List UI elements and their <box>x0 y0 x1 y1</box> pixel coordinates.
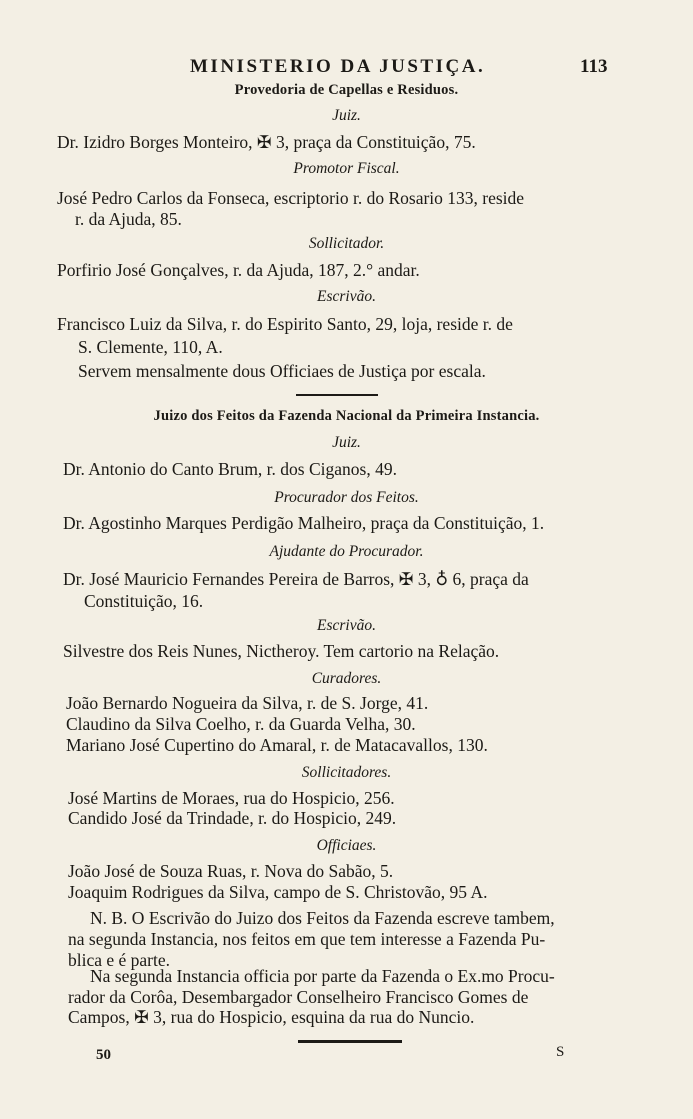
role-promotor: Promotor Fiscal. <box>293 160 400 177</box>
end-rule <box>298 1040 402 1043</box>
running-title: MINISTERIO DA JUSTIÇA. <box>190 56 486 77</box>
entry-official: João José de Souza Ruas, r. Nova do Sabão, 5. <box>68 861 394 881</box>
entry-promotor-line1: José Pedro Carlos da Fonseca, escriptorio r. do Rosario 133, reside <box>57 188 525 208</box>
role-juiz: Juiz. <box>332 107 361 124</box>
entry-curador: Claudino da Silva Coelho, r. da Guarda Velha, 30. <box>66 714 416 734</box>
entry-escrivao-2: Silvestre dos Reis Nunes, Nictheroy. Tem cartorio na Relação. <box>63 641 500 661</box>
entry-curador: João Bernardo Nogueira da Silva, r. de S. Jorge, 41. <box>66 693 429 713</box>
role-officiaes: Officiaes. <box>316 837 377 854</box>
section-divider <box>296 394 378 396</box>
role-juiz-2: Juiz. <box>332 434 361 451</box>
segunda-instancia-line3: Campos, ✠ 3, rua do Hospicio, esquina da rua do Nuncio. <box>68 1007 475 1027</box>
entry-escrivao-line1: Francisco Luiz da Silva, r. do Espirito Santo, 29, loja, reside r. de <box>57 314 513 334</box>
entry-sollicitador-2: José Martins de Moraes, rua do Hospicio, 256. <box>68 788 395 808</box>
section-note: Servem mensalmente dous Officiaes de Justiça por escala. <box>78 361 486 381</box>
entry-procurador: Dr. Agostinho Marques Perdigão Malheiro, praça da Constituição, 1. <box>63 513 545 533</box>
role-sollicitadores: Sollicitadores. <box>301 764 392 781</box>
entry-ajudante-line2: Constituição, 16. <box>84 591 204 611</box>
entry-official: Joaquim Rodrigues da Silva, campo de S. Christovão, 95 A. <box>68 882 488 902</box>
sheet-letter: S <box>556 1044 565 1060</box>
entry-sollicitador: Porfirio José Gonçalves, r. da Ajuda, 187, 2.° andar. <box>57 260 420 280</box>
section-title-provedoria: Provedoria de Capellas e Residuos. <box>234 82 459 98</box>
entry-escrivao-line2: S. Clemente, 110, A. <box>78 337 223 357</box>
nb-note-line2: na segunda Instancia, nos feitos em que tem interesse a Fazenda Pu- <box>68 929 546 949</box>
page-header <box>0 52 693 80</box>
entry-curador: Mariano José Cupertino do Amaral, r. de Matacavallos, 130. <box>66 735 488 755</box>
section-title-juizo-feitos: Juizo dos Feitos da Fazenda Nacional da Primeira Instancia. <box>153 408 540 424</box>
role-curadores: Curadores. <box>311 670 382 687</box>
entry-promotor-line2: r. da Ajuda, 85. <box>75 209 182 229</box>
segunda-instancia-line2: rador da Corôa, Desembargador Conselheiro Francisco Gomes de <box>68 987 529 1007</box>
role-procurador: Procurador dos Feitos. <box>274 489 419 506</box>
segunda-instancia-line1: Na segunda Instancia officia por parte da Fazenda o Ex.mo Procu- <box>90 966 555 986</box>
role-ajudante: Ajudante do Procurador. <box>269 543 424 560</box>
entry-sollicitador-2: Candido José da Trindade, r. do Hospicio, 249. <box>68 808 397 828</box>
role-escrivao-2: Escrivão. <box>317 617 376 634</box>
page-number: 113 <box>580 56 608 77</box>
entry-ajudante-line1: Dr. José Mauricio Fernandes Pereira de Barros, ✠ 3, ♁ 6, praça da <box>63 569 529 589</box>
role-sollicitador: Sollicitador. <box>308 235 385 252</box>
signature-mark: 50 <box>96 1047 111 1063</box>
nb-note-line1: N. B. O Escrivão do Juizo dos Feitos da Fazenda escreve tambem, <box>90 908 555 928</box>
nb-note-line3: blica e é parte. <box>68 950 171 970</box>
role-escrivao: Escrivão. <box>317 288 376 305</box>
entry-juiz-2: Dr. Antonio do Canto Brum, r. dos Ciganos, 49. <box>63 459 397 479</box>
entry-juiz: Dr. Izidro Borges Monteiro, ✠ 3, praça da Constituição, 75. <box>57 132 476 152</box>
